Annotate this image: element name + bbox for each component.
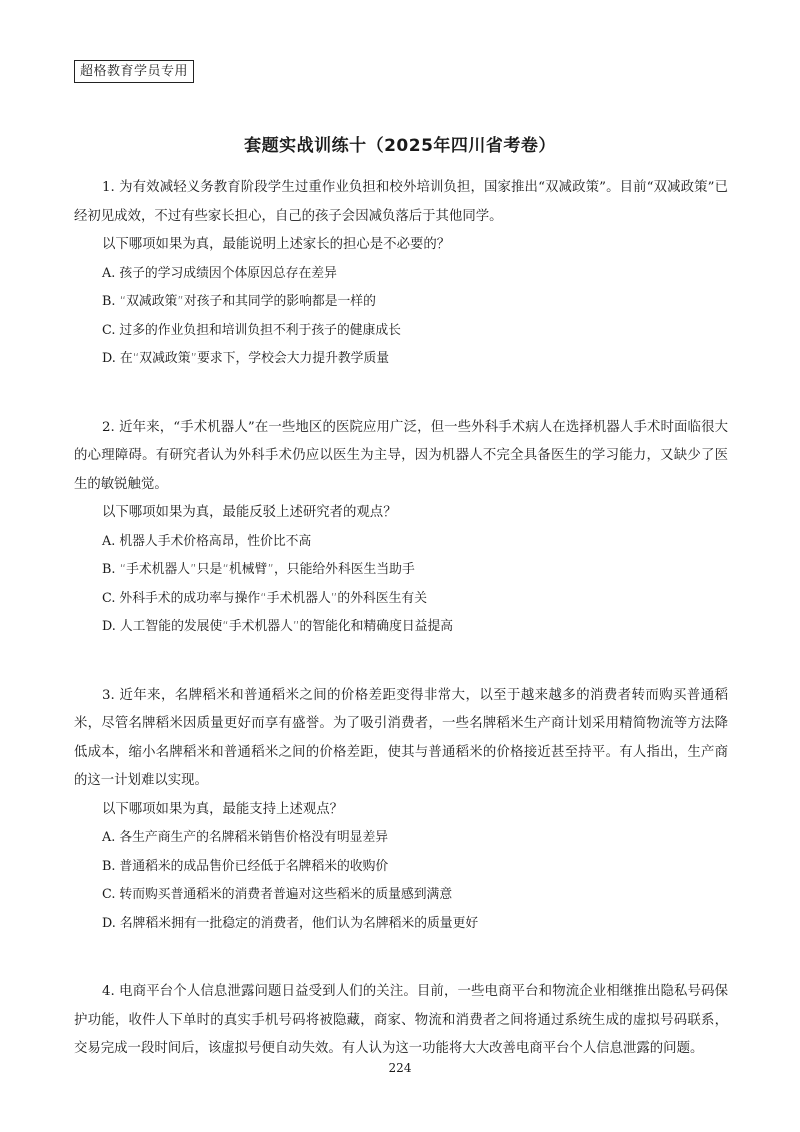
option-letter: C. [102, 887, 116, 902]
option-a [74, 528, 728, 557]
option-text: 名牌稻米拥有一批稳定的消费者，他们认为名牌稻米的质量更好 [119, 915, 479, 931]
question-2 [74, 414, 728, 642]
option-text: 外科手术的成功率与操作“手术机器人”的外科医生有关 [119, 590, 427, 606]
option-b [74, 556, 728, 585]
question-prompt: 以下哪项如果为真，最能支持上述观点？ [102, 801, 344, 817]
option-text: 各生产商生产的名牌稻米销售价格没有明显差异 [119, 830, 389, 845]
option-text: 孩子的学习成绩因个体原因总存在差异 [119, 265, 337, 281]
option-text: “手术机器人”只是“机械臂”，只能给外科医生当助手 [119, 562, 415, 577]
option-text: 在“双减政策”要求下，学校会大力提升教学质量 [119, 351, 390, 366]
option-c [74, 585, 728, 614]
option-c [74, 317, 728, 346]
option-letter: A. [102, 830, 116, 845]
option-letter: B. [102, 294, 116, 309]
option-d [74, 613, 728, 642]
option-text: 转而购买普通稻米的消费者普遍对这些稻米的质量感到满意 [119, 887, 453, 902]
option-letter: C. [102, 590, 116, 606]
option-letter: B. [102, 858, 116, 874]
option-c [74, 881, 728, 910]
option-text: “双减政策”对孩子和其同学的影响都是一样的 [119, 294, 376, 309]
option-text: 人工智能的发展使“手术机器人”的智能化和精确度日益提高 [119, 619, 454, 634]
option-letter: C. [102, 322, 116, 338]
option-a [74, 260, 728, 289]
question-4 [74, 978, 728, 1064]
option-text: 过多的作业负担和培训负担不利于孩子的健康成长 [119, 322, 401, 338]
question-prompt: 以下哪项如果为真，最能反驳上述研究者的观点？ [102, 505, 397, 520]
option-a [74, 824, 728, 853]
question-stem: 1. 为有效减轻义务教育阶段学生过重作业负担和校外培训负担，国家推出“双减政策”。目前“双减政策”已经初见成效，不过有些家长担心，自己的孩子会因减负落后于其他同学。 [74, 180, 728, 224]
question-stem: 4. 电商平台个人信息泄露问题日益受到人们的关注。目前，一些电商平台和物流企业相继推出隐私号码保护功能，收件人下单时的真实手机号码将被隐藏，商家、物流和消费者之间将通过系统生成的虚拟号码联系，交易完成一段时间后，该虚拟号便自动失效。有人认为这一功能将大大改善电商平台个人信息泄露的问题。 [74, 984, 728, 1056]
page-title: 套题实战训练十（2025年四川省考卷） [244, 136, 556, 156]
question-1 [74, 174, 728, 374]
option-letter: D. [102, 619, 116, 634]
option-d [74, 910, 728, 939]
option-letter: A. [102, 533, 116, 549]
question-3 [74, 682, 728, 939]
question-stem: 3. 近年来，名牌稻米和普通稻米之间的价格差距变得非常大，以至于越来越多的消费者转而购买普通稻米，尽管名牌稻米因质量更好而享有盛誉。为了吸引消费者，一些名牌稻米生产商计划采用精简物流等方法降低成本，缩小名牌稻米和普通稻米之间的价格差距，使其与普通稻米的价格接近甚至持平。有人指出，生产商的这一计划难以实现。 [74, 687, 728, 788]
option-d [74, 345, 728, 374]
option-b [74, 288, 728, 317]
option-text: 普通稻米的成品售价已经低于名牌稻米的收购价 [119, 858, 389, 874]
question-list [74, 174, 728, 1104]
option-b [74, 853, 728, 882]
page-number: 224 [388, 1061, 412, 1075]
option-letter: A. [102, 265, 116, 281]
usage-stamp: 超格教育学员专用 [74, 60, 194, 83]
option-text: 机器人手术价格高昂，性价比不高 [119, 533, 312, 549]
question-prompt: 以下哪项如果为真，最能说明上述家长的担心是不必要的？ [102, 237, 451, 252]
option-letter: D. [102, 915, 116, 931]
option-letter: D. [102, 351, 116, 366]
option-letter: B. [102, 562, 116, 577]
question-stem: 2. 近年来，“手术机器人”在一些地区的医院应用广泛，但一些外科手术病人在选择机器人手术时面临很大的心理障碍。有研究者认为外科手术仍应以医生为主导，因为机器人不完全具备医生的学习能力，又缺少了医生的敏锐触觉。 [74, 419, 728, 492]
